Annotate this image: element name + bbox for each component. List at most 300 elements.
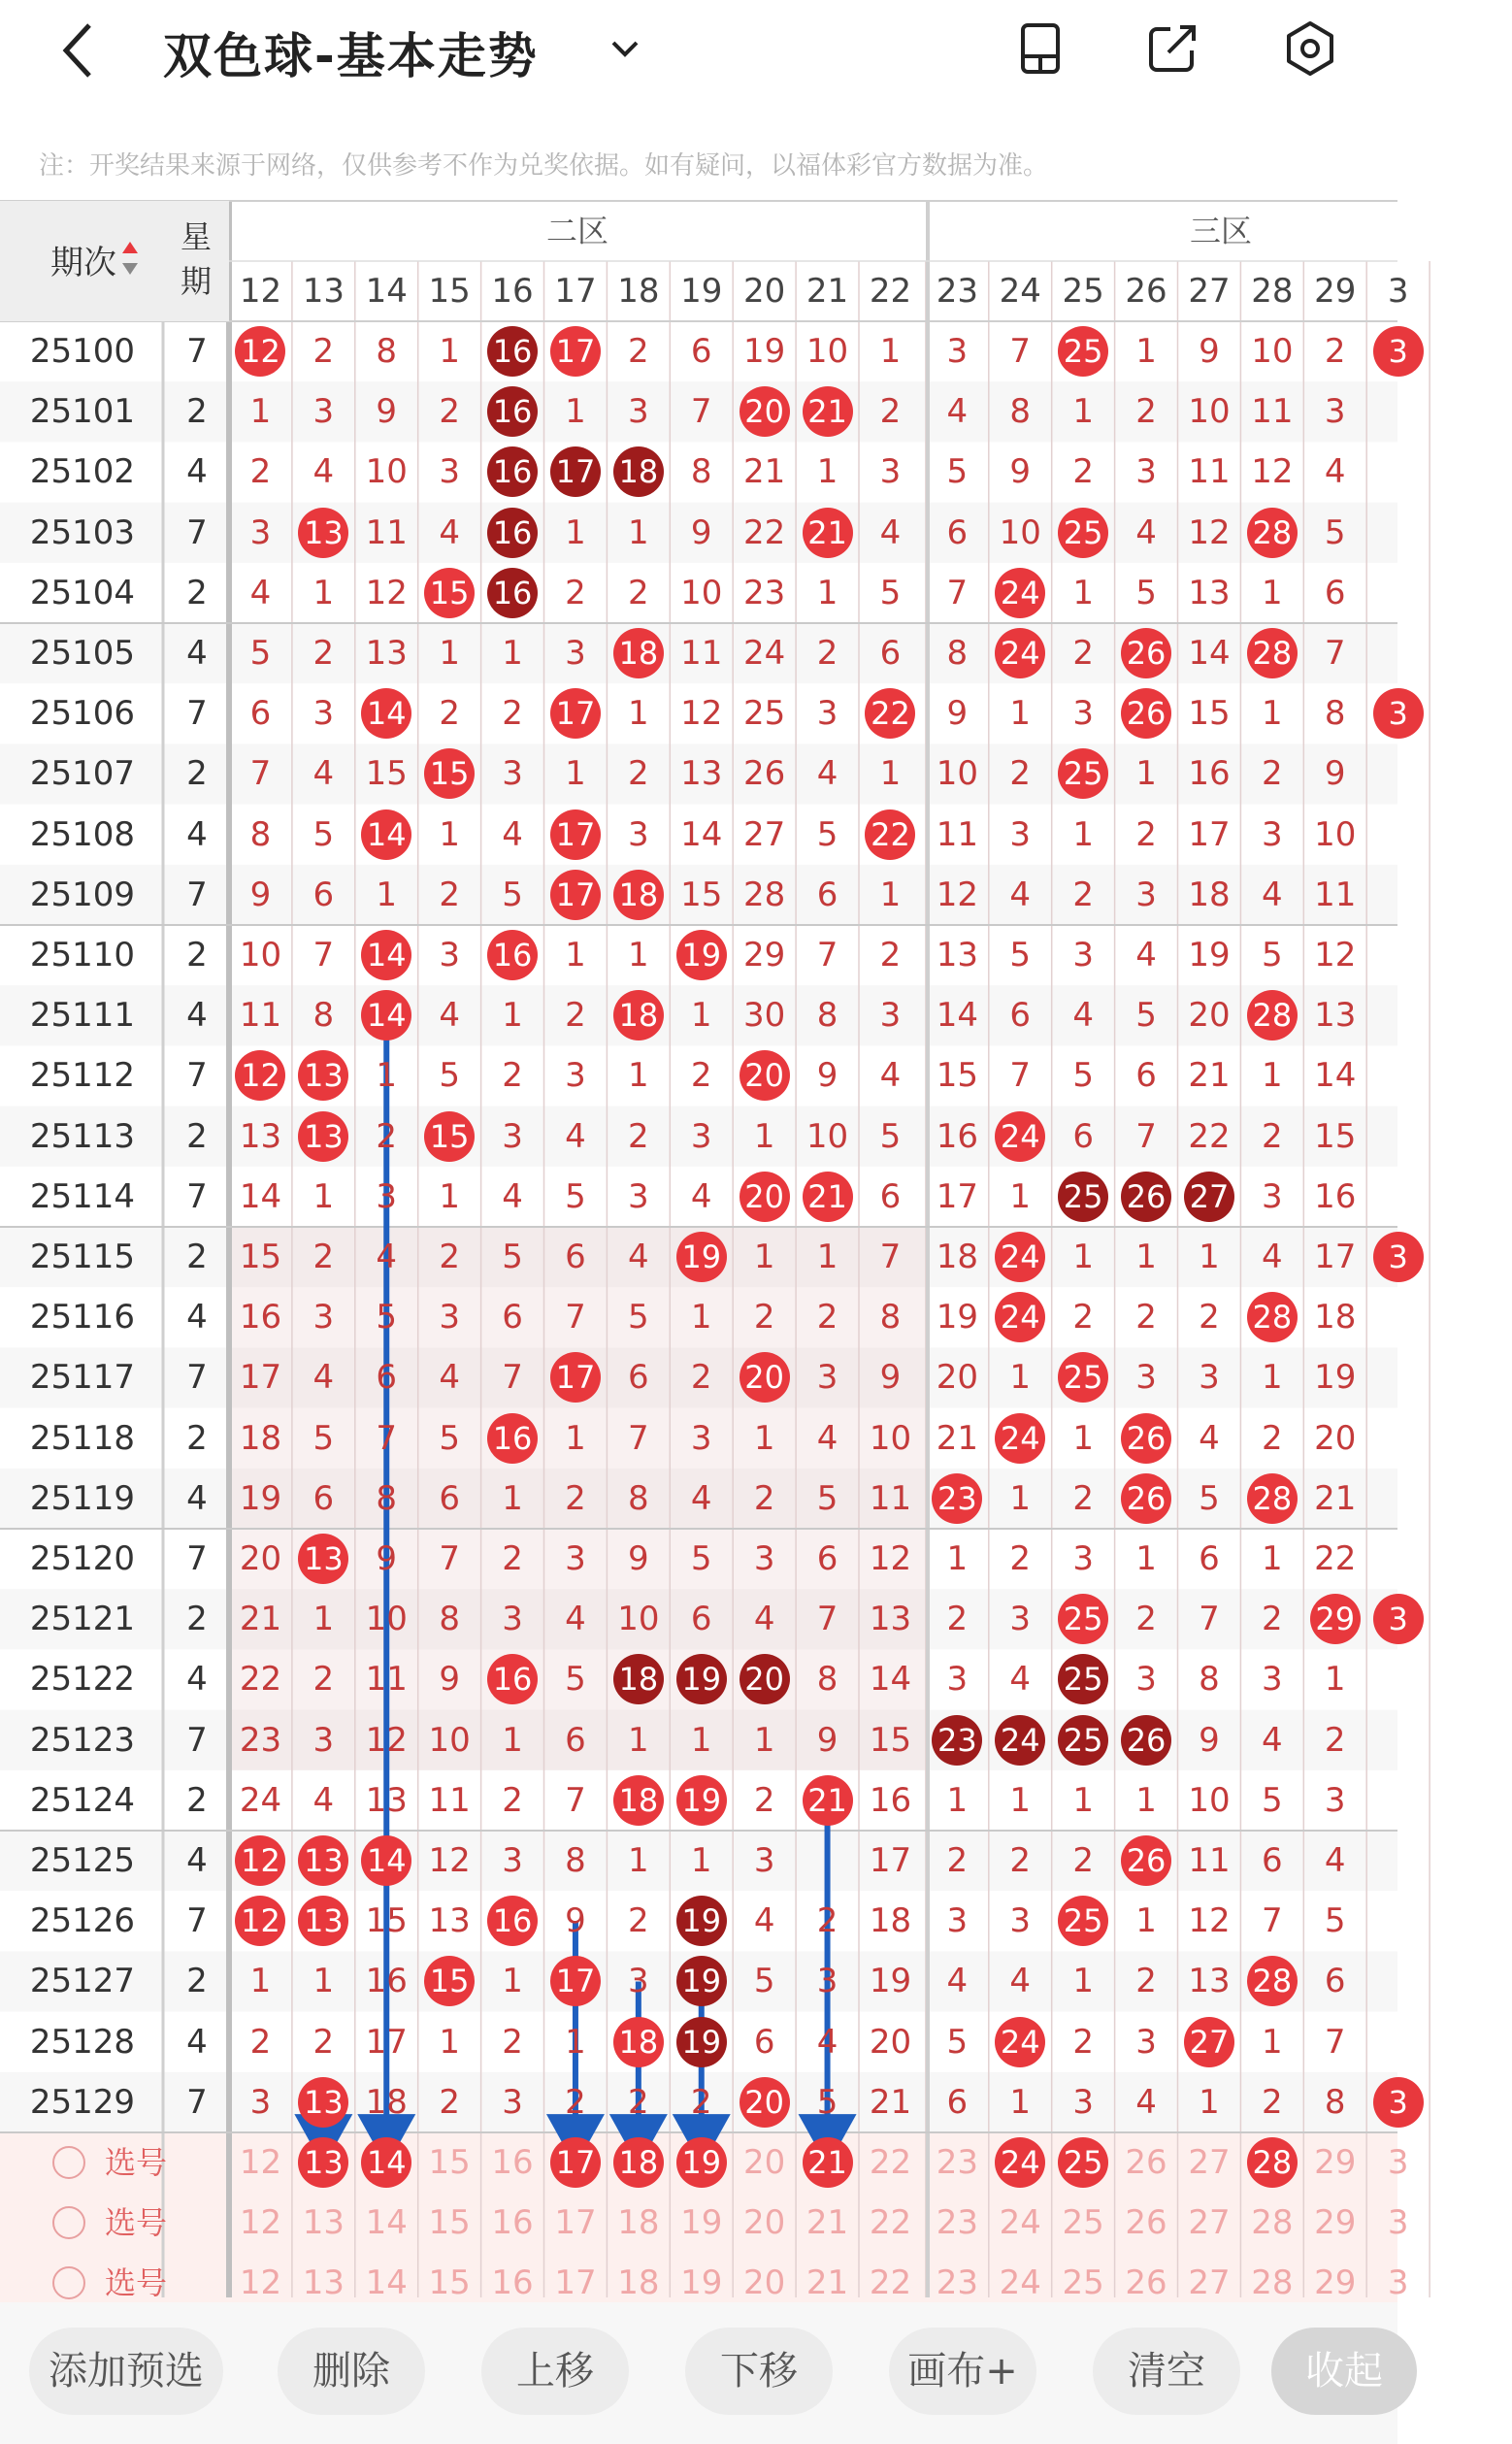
clear-button[interactable]: 清空 (1093, 2328, 1240, 2415)
drawn-ball: 15 (424, 748, 475, 799)
omission-value: 14 (936, 996, 978, 1036)
omission-value: 7 (628, 1418, 649, 1458)
omission-value: 2 (502, 694, 523, 734)
drawn-ball: 12 (235, 1896, 285, 1946)
omission-value: 2 (946, 1600, 969, 1639)
drawn-ball: 21 (803, 1775, 853, 1826)
weekday: 4 (186, 996, 208, 1036)
drawn-ball: 16 (487, 508, 538, 558)
omission-value: 25 (743, 694, 786, 734)
omission-value: 7 (879, 1238, 902, 1276)
omission-value: 2 (439, 694, 460, 734)
drawn-ball: 21 (803, 386, 853, 437)
drawn-ball: 3 (1373, 326, 1424, 377)
omission-value: 2 (376, 1116, 398, 1156)
drawn-ball: 28 (1247, 508, 1298, 558)
omission-value: 4 (502, 1176, 523, 1216)
omission-value: 3 (1072, 694, 1094, 734)
move-up-button[interactable]: 上移 (481, 2328, 629, 2415)
pick-number[interactable]: 15 (428, 2203, 471, 2243)
omission-value: 5 (879, 1116, 902, 1156)
pick-number[interactable]: 27 (1188, 2203, 1231, 2243)
pick-number[interactable]: 27 (1188, 2263, 1231, 2303)
omission-value: 1 (1072, 392, 1094, 432)
omission-value: 3 (502, 1600, 523, 1639)
omission-value: 8 (690, 452, 712, 492)
omission-value: 5 (816, 2082, 838, 2122)
pick-number[interactable]: 14 (365, 2263, 408, 2303)
omission-value: 6 (312, 1478, 335, 1518)
omission-value: 7 (502, 1358, 523, 1398)
omission-value: 22 (1188, 1116, 1231, 1156)
issue-number: 25114 (29, 1176, 136, 1216)
omission-value: 13 (936, 936, 978, 974)
omission-value: 1 (1009, 694, 1032, 734)
omission-value: 3 (312, 1298, 335, 1338)
omission-value: 6 (502, 1298, 523, 1338)
omission-value: 1 (1324, 1660, 1346, 1700)
omission-value: 2 (439, 2082, 460, 2122)
omission-value: 2 (565, 573, 586, 612)
pick-number[interactable]: 29 (1314, 2203, 1357, 2243)
pick-number[interactable]: 16 (491, 2203, 534, 2243)
omission-value: 5 (565, 1660, 586, 1700)
omission-value: 15 (1188, 694, 1231, 734)
omission-value: 1 (1262, 573, 1283, 612)
omission-value: 3 (628, 1176, 649, 1216)
omission-value: 10 (869, 1418, 912, 1458)
week-header (165, 201, 229, 321)
pick-number[interactable]: 20 (743, 2203, 786, 2243)
pick-number[interactable]: 28 (1251, 2263, 1294, 2303)
omission-value: 2 (946, 1841, 969, 1880)
add-preselect-button[interactable]: 添加预选 (29, 2328, 223, 2415)
pick-number[interactable]: 14 (365, 2203, 408, 2243)
issue-number: 25122 (29, 1660, 136, 1700)
drawn-ball: 3 (1373, 688, 1424, 739)
drawn-ball: 26 (1121, 628, 1171, 678)
omission-value: 1 (816, 573, 838, 612)
omission-value: 3 (439, 452, 460, 492)
pick-number[interactable]: 16 (491, 2143, 534, 2182)
issue-number: 25105 (29, 634, 136, 673)
pick-number[interactable]: 12 (239, 2263, 282, 2303)
weekday: 2 (186, 1418, 208, 1458)
selected-number[interactable]: 18 (613, 2137, 664, 2188)
omission-value: 6 (816, 1539, 838, 1578)
pick-number[interactable]: 24 (999, 2263, 1041, 2303)
omission-value: 21 (743, 452, 786, 492)
pick-number[interactable]: 20 (743, 2143, 786, 2182)
omission-value: 4 (565, 1600, 586, 1639)
drawn-ball: 14 (361, 930, 411, 980)
omission-value: 6 (690, 1600, 712, 1639)
pick-number[interactable]: 19 (680, 2203, 723, 2243)
omission-value: 1 (1262, 2022, 1283, 2062)
number-column-header: 16 (491, 272, 534, 311)
selected-number[interactable]: 28 (1247, 2137, 1298, 2188)
omission-value: 4 (879, 1056, 902, 1096)
drawn-ball: 17 (550, 326, 601, 377)
omission-value: 1 (1009, 1780, 1032, 1820)
omission-value: 3 (565, 1539, 586, 1578)
omission-value: 8 (816, 1660, 838, 1700)
drawn-ball: 25 (1058, 1352, 1108, 1403)
omission-value: 1 (1135, 1901, 1157, 1941)
omission-value: 15 (936, 1056, 978, 1096)
pick-number[interactable]: 22 (869, 2143, 912, 2182)
omission-value: 10 (1188, 1780, 1231, 1820)
weekday: 7 (186, 1358, 208, 1398)
drawn-ball: 16 (487, 446, 538, 497)
omission-value: 2 (1072, 2022, 1094, 2062)
omission-value: 1 (753, 1238, 775, 1276)
pick-number[interactable]: 3 (1387, 2263, 1409, 2303)
omission-value: 1 (502, 1720, 523, 1760)
omission-value: 1 (1072, 814, 1094, 854)
pick-number[interactable]: 19 (680, 2263, 723, 2303)
omission-value: 1 (1072, 1780, 1094, 1820)
omission-value: 20 (936, 1358, 978, 1398)
omission-value: 3 (1135, 452, 1157, 492)
pick-row-radio[interactable] (52, 2206, 85, 2239)
issue-number: 25101 (29, 392, 136, 432)
omission-value: 3 (312, 694, 335, 734)
weekday: 7 (186, 875, 208, 914)
omission-value: 3 (753, 1841, 775, 1880)
omission-value: 5 (376, 1298, 398, 1338)
pick-number[interactable]: 29 (1314, 2263, 1357, 2303)
omission-value: 4 (1009, 875, 1032, 914)
omission-value: 5 (753, 1962, 775, 2001)
page-title[interactable]: 双色球-基本走势 (163, 28, 539, 84)
omission-value: 2 (565, 1478, 586, 1518)
omission-value: 5 (1199, 1478, 1220, 1518)
omission-value: 30 (743, 996, 786, 1036)
pick-number[interactable]: 17 (554, 2203, 597, 2243)
omission-value: 8 (565, 1841, 586, 1880)
omission-value: 7 (946, 573, 969, 612)
drawn-ball: 25 (1058, 1896, 1108, 1946)
issue-number: 25107 (29, 754, 136, 794)
weekday: 2 (186, 1780, 208, 1820)
omission-value: 5 (1262, 1780, 1283, 1820)
pick-number[interactable]: 23 (936, 2143, 978, 2182)
number-column-header: 12 (239, 272, 282, 311)
omission-value: 4 (1135, 936, 1157, 974)
omission-value: 1 (565, 2022, 586, 2062)
drawn-ball: 17 (550, 446, 601, 497)
share-icon[interactable] (1141, 17, 1203, 80)
selected-number[interactable]: 21 (803, 2137, 853, 2188)
selected-number[interactable]: 25 (1058, 2137, 1108, 2188)
weekday: 7 (186, 1901, 208, 1941)
selected-number[interactable]: 13 (298, 2137, 348, 2188)
pick-number[interactable]: 13 (302, 2203, 345, 2243)
omission-value: 5 (1072, 1056, 1094, 1096)
omission-value: 5 (502, 1238, 523, 1276)
omission-value: 8 (1324, 694, 1346, 734)
omission-value: 12 (1188, 1901, 1231, 1941)
omission-value: 7 (1199, 1600, 1220, 1639)
omission-value: 2 (502, 2022, 523, 2062)
omission-value: 10 (680, 573, 723, 612)
omission-value: 8 (816, 996, 838, 1036)
omission-value: 2 (1072, 1841, 1094, 1880)
omission-value: 9 (1199, 332, 1220, 371)
omission-value: 3 (753, 1539, 775, 1578)
pick-number[interactable]: 3 (1387, 2143, 1409, 2182)
omission-value: 10 (936, 754, 978, 794)
omission-value: 3 (879, 452, 902, 492)
omission-value: 13 (1188, 573, 1231, 612)
omission-value: 1 (1072, 1962, 1094, 2001)
omission-value: 3 (1135, 2022, 1157, 2062)
drawn-ball: 16 (487, 568, 538, 618)
pick-row-label[interactable]: 选号 (105, 2144, 168, 2181)
omission-value: 4 (816, 2022, 838, 2062)
omission-value: 9 (1324, 754, 1346, 794)
selected-number[interactable]: 17 (550, 2137, 601, 2188)
omission-value: 1 (946, 1780, 969, 1820)
pick-number[interactable]: 23 (936, 2263, 978, 2303)
omission-value: 5 (816, 1478, 838, 1518)
pick-number[interactable]: 3 (1387, 2203, 1409, 2243)
omission-value: 1 (312, 1600, 335, 1639)
omission-value: 2 (312, 634, 335, 673)
omission-value: 3 (249, 512, 272, 552)
drawn-ball: 3 (1373, 1594, 1424, 1644)
omission-value: 3 (816, 1358, 838, 1398)
omission-value: 5 (1135, 573, 1157, 612)
omission-value: 6 (312, 875, 335, 914)
omission-value: 1 (1009, 1176, 1032, 1216)
omission-value: 2 (1135, 1962, 1157, 2001)
issue-number: 25115 (29, 1238, 136, 1276)
pick-number[interactable]: 17 (554, 2263, 597, 2303)
omission-value: 3 (1262, 814, 1283, 854)
omission-value: 8 (1324, 2082, 1346, 2122)
pick-number[interactable]: 26 (1125, 2143, 1167, 2182)
omission-value: 15 (239, 1238, 282, 1276)
pick-row-label[interactable]: 选号 (105, 2204, 168, 2242)
pick-number[interactable]: 15 (428, 2263, 471, 2303)
issue-number: 25113 (29, 1116, 136, 1156)
omission-value: 12 (365, 573, 408, 612)
issue-number: 25109 (29, 875, 136, 914)
omission-value: 9 (946, 694, 969, 734)
disclaimer-text: 注：开奖结果来源于网络，仅供参考不作为兑奖依据。如有疑问，以福体彩官方数据为准。 (39, 151, 1049, 181)
pick-number[interactable]: 23 (936, 2203, 978, 2243)
omission-value: 1 (690, 1841, 712, 1880)
drawn-ball: 28 (1247, 1292, 1298, 1342)
omission-value: 2 (1199, 1298, 1220, 1338)
pick-number[interactable]: 21 (805, 2263, 849, 2303)
weekday: 7 (186, 1720, 208, 1760)
drawn-ball: 19 (676, 2017, 727, 2067)
omission-value: 16 (365, 1962, 408, 2001)
omission-value: 13 (1314, 996, 1357, 1036)
weekday: 2 (186, 1116, 208, 1156)
move-down-button[interactable]: 下移 (685, 2328, 833, 2415)
omission-value: 1 (753, 1418, 775, 1458)
drawn-ball: 3 (1373, 2077, 1424, 2128)
omission-value: 8 (628, 1478, 649, 1518)
omission-value: 6 (439, 1478, 460, 1518)
issue-header[interactable] (0, 201, 165, 321)
omission-value: 6 (1199, 1539, 1220, 1578)
issue-number: 25126 (29, 1901, 136, 1941)
drawn-ball: 28 (1247, 990, 1298, 1040)
pick-number[interactable]: 12 (239, 2203, 282, 2243)
drawn-ball: 28 (1247, 1956, 1298, 2006)
selected-number[interactable]: 24 (995, 2137, 1045, 2188)
chevron-down-icon[interactable] (606, 29, 644, 68)
pick-number[interactable]: 18 (617, 2263, 660, 2303)
pick-number[interactable]: 22 (869, 2263, 912, 2303)
number-column-header: 25 (1062, 272, 1104, 311)
omission-value: 6 (628, 1358, 649, 1398)
drawn-ball: 26 (1121, 1835, 1171, 1886)
omission-value: 1 (690, 1298, 712, 1338)
omission-value: 1 (502, 1478, 523, 1518)
omission-value: 4 (690, 1176, 712, 1216)
drawn-ball: 17 (550, 1352, 601, 1403)
pick-number[interactable]: 25 (1062, 2263, 1104, 2303)
number-column-header: 18 (617, 272, 660, 311)
omission-value: 20 (1188, 996, 1231, 1036)
pick-number[interactable]: 24 (999, 2203, 1041, 2243)
omission-value: 2 (1072, 634, 1094, 673)
pick-number[interactable]: 18 (617, 2203, 660, 2243)
pick-row-radio[interactable] (52, 2146, 85, 2179)
omission-value: 2 (1135, 1298, 1157, 1338)
omission-value: 10 (1314, 814, 1357, 854)
canvas-add-button[interactable]: 画布+ (889, 2328, 1036, 2415)
pick-number[interactable]: 21 (805, 2203, 849, 2243)
sort-icon[interactable] (120, 240, 140, 279)
omission-value: 11 (1188, 1841, 1231, 1880)
chevron-left-icon[interactable] (58, 21, 97, 80)
omission-value: 10 (365, 452, 408, 492)
drawn-ball: 20 (740, 1654, 790, 1704)
pick-number[interactable]: 20 (743, 2263, 786, 2303)
omission-value: 7 (816, 936, 838, 974)
drawn-ball: 24 (995, 1232, 1045, 1282)
pick-number[interactable]: 27 (1188, 2143, 1231, 2182)
drawn-ball: 16 (487, 326, 538, 377)
pick-number[interactable]: 26 (1125, 2263, 1167, 2303)
drawn-ball: 14 (361, 688, 411, 739)
selected-number[interactable]: 19 (676, 2137, 727, 2188)
omission-value: 2 (1262, 2082, 1283, 2122)
omission-value: 1 (816, 1238, 838, 1276)
omission-value: 2 (312, 2022, 335, 2062)
omission-value: 11 (365, 512, 408, 552)
pick-number[interactable]: 15 (428, 2143, 471, 2182)
pick-number[interactable]: 22 (869, 2203, 912, 2243)
drawn-ball: 18 (613, 2017, 664, 2067)
pick-number[interactable]: 25 (1062, 2203, 1104, 2243)
omission-value: 29 (743, 936, 786, 974)
pick-number[interactable]: 12 (239, 2143, 282, 2182)
omission-value: 10 (428, 1720, 471, 1760)
omission-value: 2 (1009, 754, 1032, 794)
pick-number[interactable]: 29 (1314, 2143, 1357, 2182)
pick-number[interactable]: 26 (1125, 2203, 1167, 2243)
omission-value: 4 (1009, 1962, 1032, 2001)
omission-value: 5 (946, 452, 969, 492)
omission-value: 10 (1188, 392, 1231, 432)
omission-value: 2 (816, 1901, 838, 1941)
drawn-ball: 19 (676, 930, 727, 980)
omission-value: 28 (743, 875, 786, 914)
drawn-ball: 21 (803, 508, 853, 558)
weekday: 7 (186, 2082, 208, 2122)
zone3-header: 三区 (1189, 213, 1252, 249)
pick-row-label[interactable]: 选号 (105, 2264, 168, 2302)
drawn-ball: 28 (1247, 628, 1298, 678)
omission-value: 1 (565, 936, 586, 974)
settings-icon[interactable] (1279, 17, 1341, 80)
omission-value: 2 (753, 1298, 775, 1338)
omission-value: 1 (249, 392, 272, 432)
omission-value: 5 (312, 814, 335, 854)
omission-value: 4 (1135, 512, 1157, 552)
omission-value: 12 (936, 875, 978, 914)
trend-table (0, 201, 1409, 2303)
omission-value: 13 (365, 1780, 408, 1820)
omission-value: 1 (376, 875, 398, 914)
omission-value: 9 (1199, 1720, 1220, 1760)
omission-value: 2 (628, 2082, 649, 2122)
omission-value: 7 (816, 1600, 838, 1639)
omission-value: 6 (1324, 573, 1346, 612)
issue-number: 25116 (29, 1298, 136, 1338)
omission-value: 6 (565, 1238, 586, 1276)
omission-value: 8 (249, 814, 272, 854)
drawn-ball: 22 (865, 809, 915, 860)
omission-value: 9 (376, 392, 398, 432)
omission-value: 5 (879, 573, 902, 612)
omission-value: 1 (312, 1176, 335, 1216)
weekday: 4 (186, 1841, 208, 1880)
drawn-ball: 19 (676, 1896, 727, 1946)
drawn-ball: 15 (424, 1111, 475, 1162)
delete-button[interactable]: 删除 (278, 2328, 425, 2415)
omission-value: 2 (816, 1298, 838, 1338)
omission-value: 2 (1072, 1298, 1094, 1338)
omission-value: 7 (565, 1298, 586, 1338)
omission-value: 5 (249, 634, 272, 673)
pick-number[interactable]: 16 (491, 2263, 534, 2303)
phone-layout-icon[interactable] (1009, 17, 1071, 80)
collapse-button[interactable]: 收起 (1271, 2328, 1417, 2415)
omission-value: 4 (1262, 1720, 1283, 1760)
omission-value: 1 (502, 996, 523, 1036)
weekday: 2 (186, 936, 208, 974)
drawn-ball: 17 (550, 809, 601, 860)
omission-value: 6 (1135, 1056, 1157, 1096)
omission-value: 2 (628, 573, 649, 612)
pick-number[interactable]: 28 (1251, 2203, 1294, 2243)
omission-value: 15 (680, 875, 723, 914)
omission-value: 16 (869, 1780, 912, 1820)
selected-number[interactable]: 14 (361, 2137, 411, 2188)
pick-number[interactable]: 13 (302, 2263, 345, 2303)
omission-value: 2 (1324, 1720, 1346, 1760)
weekday: 4 (186, 1298, 208, 1338)
